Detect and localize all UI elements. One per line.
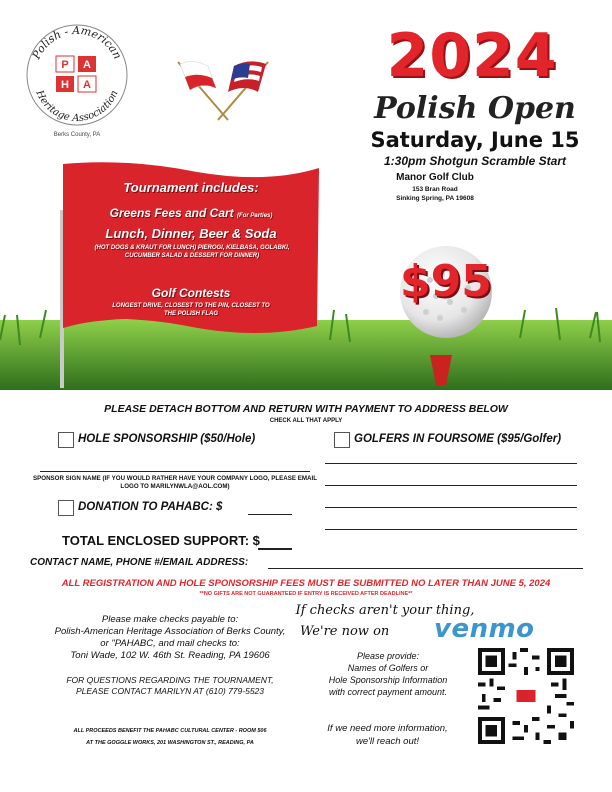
contact-field[interactable] — [268, 568, 583, 569]
donation-amount-field[interactable] — [248, 514, 292, 515]
golfers-checkbox[interactable] — [334, 432, 350, 448]
venue-address-line1: 153 Bran Road — [412, 186, 458, 193]
flag-heading: Tournament includes: — [123, 180, 259, 195]
provide-line-1: Please provide: — [356, 651, 420, 661]
venue-name: Manor Golf Club — [396, 172, 474, 183]
crossed-flags-icon — [158, 52, 288, 122]
flag-lunch: Lunch, Dinner, Beer & Soda — [105, 226, 277, 241]
pahabc-logo — [22, 20, 132, 140]
flag-greens — [57, 206, 325, 220]
deadline-subnote: **NO GIFTS ARE NOT GUARANTEED IF ENTRY IS RECEIVED AFTER DEADLINE** — [199, 591, 413, 597]
donation-label: DONATION TO PAHABC: $ — [78, 501, 223, 513]
provide-info — [308, 650, 468, 698]
reach-line-2: we'll reach out! — [355, 736, 420, 747]
logo-letter-2: A — [83, 59, 91, 71]
checks-line-2: Polish-American Heritage Association of Berks County, — [54, 626, 286, 637]
venmo-logo: venmo — [434, 614, 535, 644]
provide-line-2: Names of Golfers or — [347, 663, 429, 673]
check-all-note: CHECK ALL THAT APPLY — [269, 418, 343, 424]
checks-line-3: or "PAHABC, and mail checks to: — [100, 638, 240, 649]
detach-instruction: PLEASE DETACH BOTTOM AND RETURN WITH PAYMENT TO ADDRESS BELOW — [104, 403, 508, 415]
event-date: Saturday, June 15 — [370, 128, 580, 152]
deadline-notice: ALL REGISTRATION AND HOLE SPONSORSHIP FEES MUST BE SUBMITTED NO LATER THAN JUNE 5, 2024 — [61, 578, 551, 589]
flag-lunch-detail: (HOT DOGS & KRAUT FOR LUNCH) PIEROGI, KIELBASA, GOLABKI, CUCUMBER SALAD & DESSERT FOR DINNER) — [94, 245, 290, 259]
checks-line-4: Toni Wade, 102 W. 46th St. Reading, PA 19606 — [70, 650, 270, 661]
event-title: Polish Open — [374, 91, 576, 126]
venmo-now-on: We're now on — [300, 624, 390, 639]
questions-line-1: FOR QUESTIONS REGARDING THE TOURNAMENT, — [66, 675, 274, 685]
logo-caption: Berks County, PA — [53, 132, 101, 138]
provide-line-4: with correct payment amount. — [328, 687, 448, 697]
contact-label: CONTACT NAME, PHONE #/EMAIL ADDRESS: — [30, 557, 249, 568]
donation-checkbox[interactable] — [58, 500, 74, 516]
provide-line-3: Hole Sponsorship Information — [328, 675, 448, 685]
logo-ring-top: Polish - American — [29, 23, 125, 62]
questions-line-2: PLEASE CONTACT MARILYN AT (610) 779-5523 — [75, 686, 265, 696]
sponsor-name-field[interactable] — [40, 471, 310, 472]
logo-ring-bottom: Heritage Association — [33, 88, 121, 125]
flag-greens-label: Greens Fees and Cart — [109, 206, 234, 220]
flag-contests: Golf Contests — [151, 286, 231, 300]
questions-contact — [30, 675, 310, 697]
sponsor-note: SPONSOR SIGN NAME (IF YOU WOULD RATHER HAVE YOUR COMPANY LOGO, PLEASE EMAIL LOGO TO MARILYNWLA@AOL.COM) — [33, 475, 317, 490]
year-title: 2024 — [386, 21, 558, 91]
venmo-intro: If checks aren't your thing, — [295, 603, 475, 618]
price-tag: $95 — [400, 256, 492, 307]
logo-letter-4: A — [83, 79, 91, 91]
golfer-name-field-3[interactable] — [325, 507, 577, 508]
total-amount-field[interactable] — [258, 548, 292, 550]
flag-contests-detail: LONGEST DRIVE, CLOSEST TO THE PIN, CLOSEST TO THE POLISH FLAG — [112, 303, 270, 317]
golfer-name-field-4[interactable] — [325, 529, 577, 530]
golfer-name-field-1[interactable] — [325, 463, 577, 464]
golfer-name-field-2[interactable] — [325, 485, 577, 486]
checks-line-1: Please make checks payable to: — [101, 614, 239, 625]
proceeds-note — [30, 725, 310, 749]
proceeds-line-2: AT THE GOGGLE WORKS, 201 WASHINGTON ST., READING, PA — [86, 740, 254, 746]
reach-line-1: If we need more information, — [327, 723, 448, 734]
total-label: TOTAL ENCLOSED SUPPORT: $ — [62, 533, 260, 548]
logo-letter-1: P — [61, 59, 69, 71]
venue-address-line2: Sinking Spring, PA 19608 — [396, 195, 474, 202]
logo-letter-3: H — [61, 79, 69, 91]
reach-out-note — [300, 722, 475, 748]
check-instructions — [30, 614, 310, 662]
venmo-qr-code[interactable] — [478, 648, 574, 744]
start-time: 1:30pm Shotgun Scramble Start — [383, 154, 567, 168]
golfers-label: GOLFERS IN FOURSOME ($95/Golfer) — [354, 433, 562, 445]
hole-sponsorship-checkbox[interactable] — [58, 432, 74, 448]
proceeds-line-1: ALL PROCEEDS BENEFIT THE PAHABC CULTURAL CENTER - ROOM 506 — [73, 728, 267, 734]
hole-sponsorship-label: HOLE SPONSORSHIP ($50/Hole) — [78, 433, 256, 445]
flag-greens-note: (For Parties) — [237, 213, 273, 219]
